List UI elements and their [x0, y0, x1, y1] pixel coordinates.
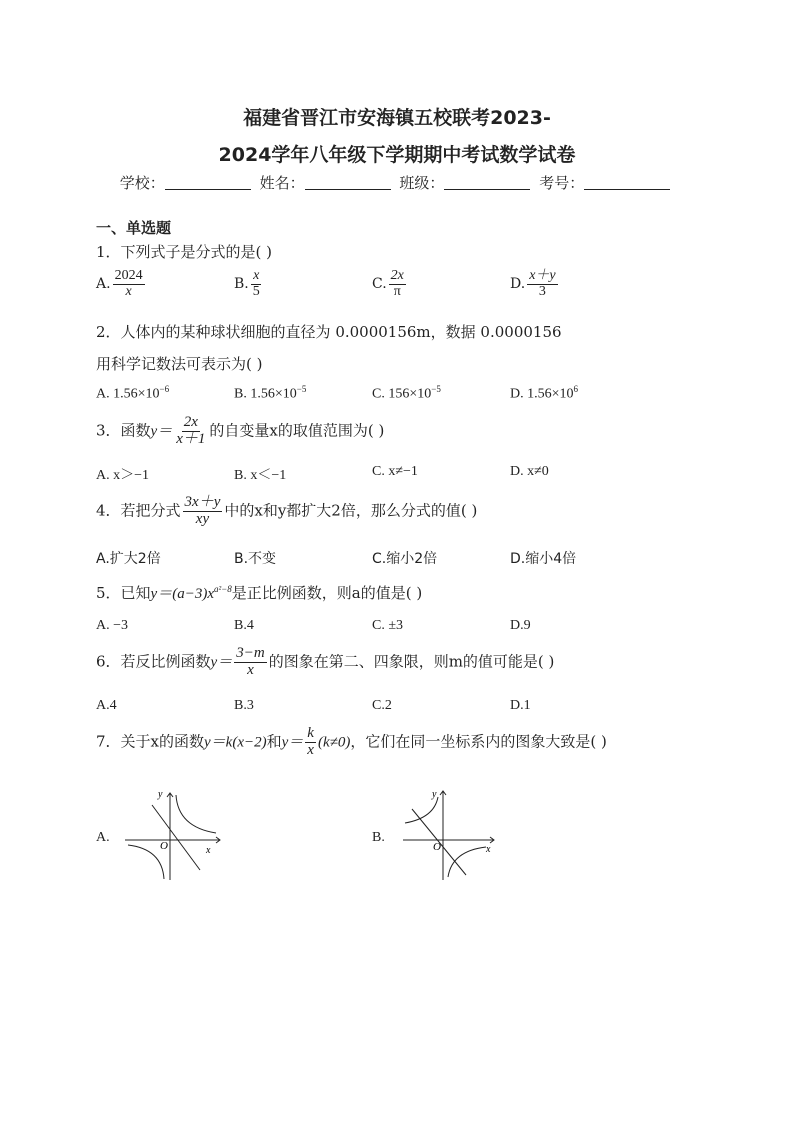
q3-option-d: D. x≠0: [510, 464, 549, 479]
q6-option-c: C.2: [372, 698, 392, 713]
q7-option-a-graph: [120, 785, 225, 885]
q2-option-a: A. $1.56\times 10^{-6}$: [96, 384, 170, 402]
q5-option-b: B.4: [234, 618, 254, 633]
q1-option-c: C. $\frac{2x}{\pi}$: [372, 268, 404, 299]
q2-option-c: C. $156\times 10^{-5}$: [372, 384, 441, 402]
question-7-stem: 7．关于x的函数y＝k(x−2)和y＝ $\frac{k}{x}$ (k≠0)，它们在同一坐标系内的图象大致是( ): [96, 725, 607, 758]
q2-option-d: D. $1.56\times 10^6$: [510, 384, 579, 402]
title-line-1: 福建省晋江市安海镇五校联考2023-: [243, 107, 551, 129]
q3-option-c: C. x≠−1: [372, 464, 418, 479]
q7-option-a-label: A.: [96, 830, 110, 845]
origin-label: O: [433, 841, 441, 853]
q7-option-b-label: B.: [372, 830, 385, 845]
q1-option-d: D. $\frac{x+y}{3}$: [510, 268, 556, 299]
class-label: 班级：: [399, 174, 445, 192]
q6-option-b: B.3: [234, 698, 254, 713]
hyperbola-branch-2: [448, 847, 486, 877]
q4-option-c: C.缩小2倍: [372, 551, 438, 567]
student-info-row: [0, 172, 794, 193]
origin-label: O: [160, 840, 168, 852]
x-axis-label: x: [206, 845, 211, 856]
q3-option-b: B. x＜−1: [234, 468, 287, 483]
q5-option-c: C. ±3: [372, 618, 404, 633]
class-blank[interactable]: [444, 175, 530, 190]
name-blank[interactable]: [305, 175, 391, 190]
q6-option-d: D.1: [510, 698, 531, 713]
school-label: 学校：: [119, 174, 165, 192]
q6-option-a: A.4: [96, 698, 117, 713]
question-1-stem: 1．下列式子是分式的是( ): [96, 243, 273, 261]
question-3-stem: 3．函数y＝ $\frac{2x}{x+1}$ 的自变量x的取值范围为( ): [96, 414, 385, 447]
q4-option-d: D.缩小4倍: [510, 551, 577, 567]
hyperbola-branch-1: [176, 795, 216, 833]
hyperbola-branch-2: [128, 845, 164, 879]
x-axis-label: x: [486, 844, 491, 855]
q2-option-b: B. $1.56\times 10^{-5}$: [234, 384, 307, 402]
school-blank[interactable]: [165, 175, 251, 190]
question-4-stem: 4．若把分式 $\frac{3x+y}{xy}$ 中的x和y都扩大2倍，那么分式的值( ): [96, 494, 478, 527]
q7-option-b-graph: [398, 785, 498, 885]
q1-option-b: B. $\frac{x}{5}$: [234, 268, 260, 299]
question-2-stem-line-1: 2．人体内的某种球状细胞的直径为 0.0000156m，数据 0.0000156: [96, 323, 562, 341]
q4-option-a: A.扩大2倍: [96, 551, 161, 567]
question-6-stem: 6．若反比例函数y＝ $\frac{3-m}{x}$ 的图象在第二、四象限，则m的值可能是( ): [96, 645, 555, 678]
question-5-stem: 5．已知$y=(a-3)x^{a^2-8}$是正比例函数，则a的值是( ): [96, 584, 423, 602]
name-label: 姓名：: [259, 174, 305, 192]
q5-option-a: A. −3: [96, 618, 129, 633]
q1-option-a: A. $\frac{2024}{x}$: [96, 268, 143, 299]
q4-option-b: B.不变: [234, 551, 277, 567]
linear-function-line: [152, 805, 200, 870]
title-line-2: 2024学年八年级下学期期中考试数学试卷: [218, 144, 576, 166]
exam-number-label: 考号：: [539, 174, 585, 192]
section-title: 一、单选题: [96, 219, 172, 237]
q5-option-d: D.9: [510, 618, 531, 633]
y-axis-label: y: [432, 789, 437, 800]
hyperbola-branch-1: [405, 797, 438, 823]
y-axis-label: y: [158, 789, 163, 800]
question-2-stem-line-2: 用科学记数法可表示为( ): [96, 355, 263, 373]
exam-number-blank[interactable]: [584, 175, 670, 190]
q3-option-a: A. x＞−1: [96, 468, 150, 483]
